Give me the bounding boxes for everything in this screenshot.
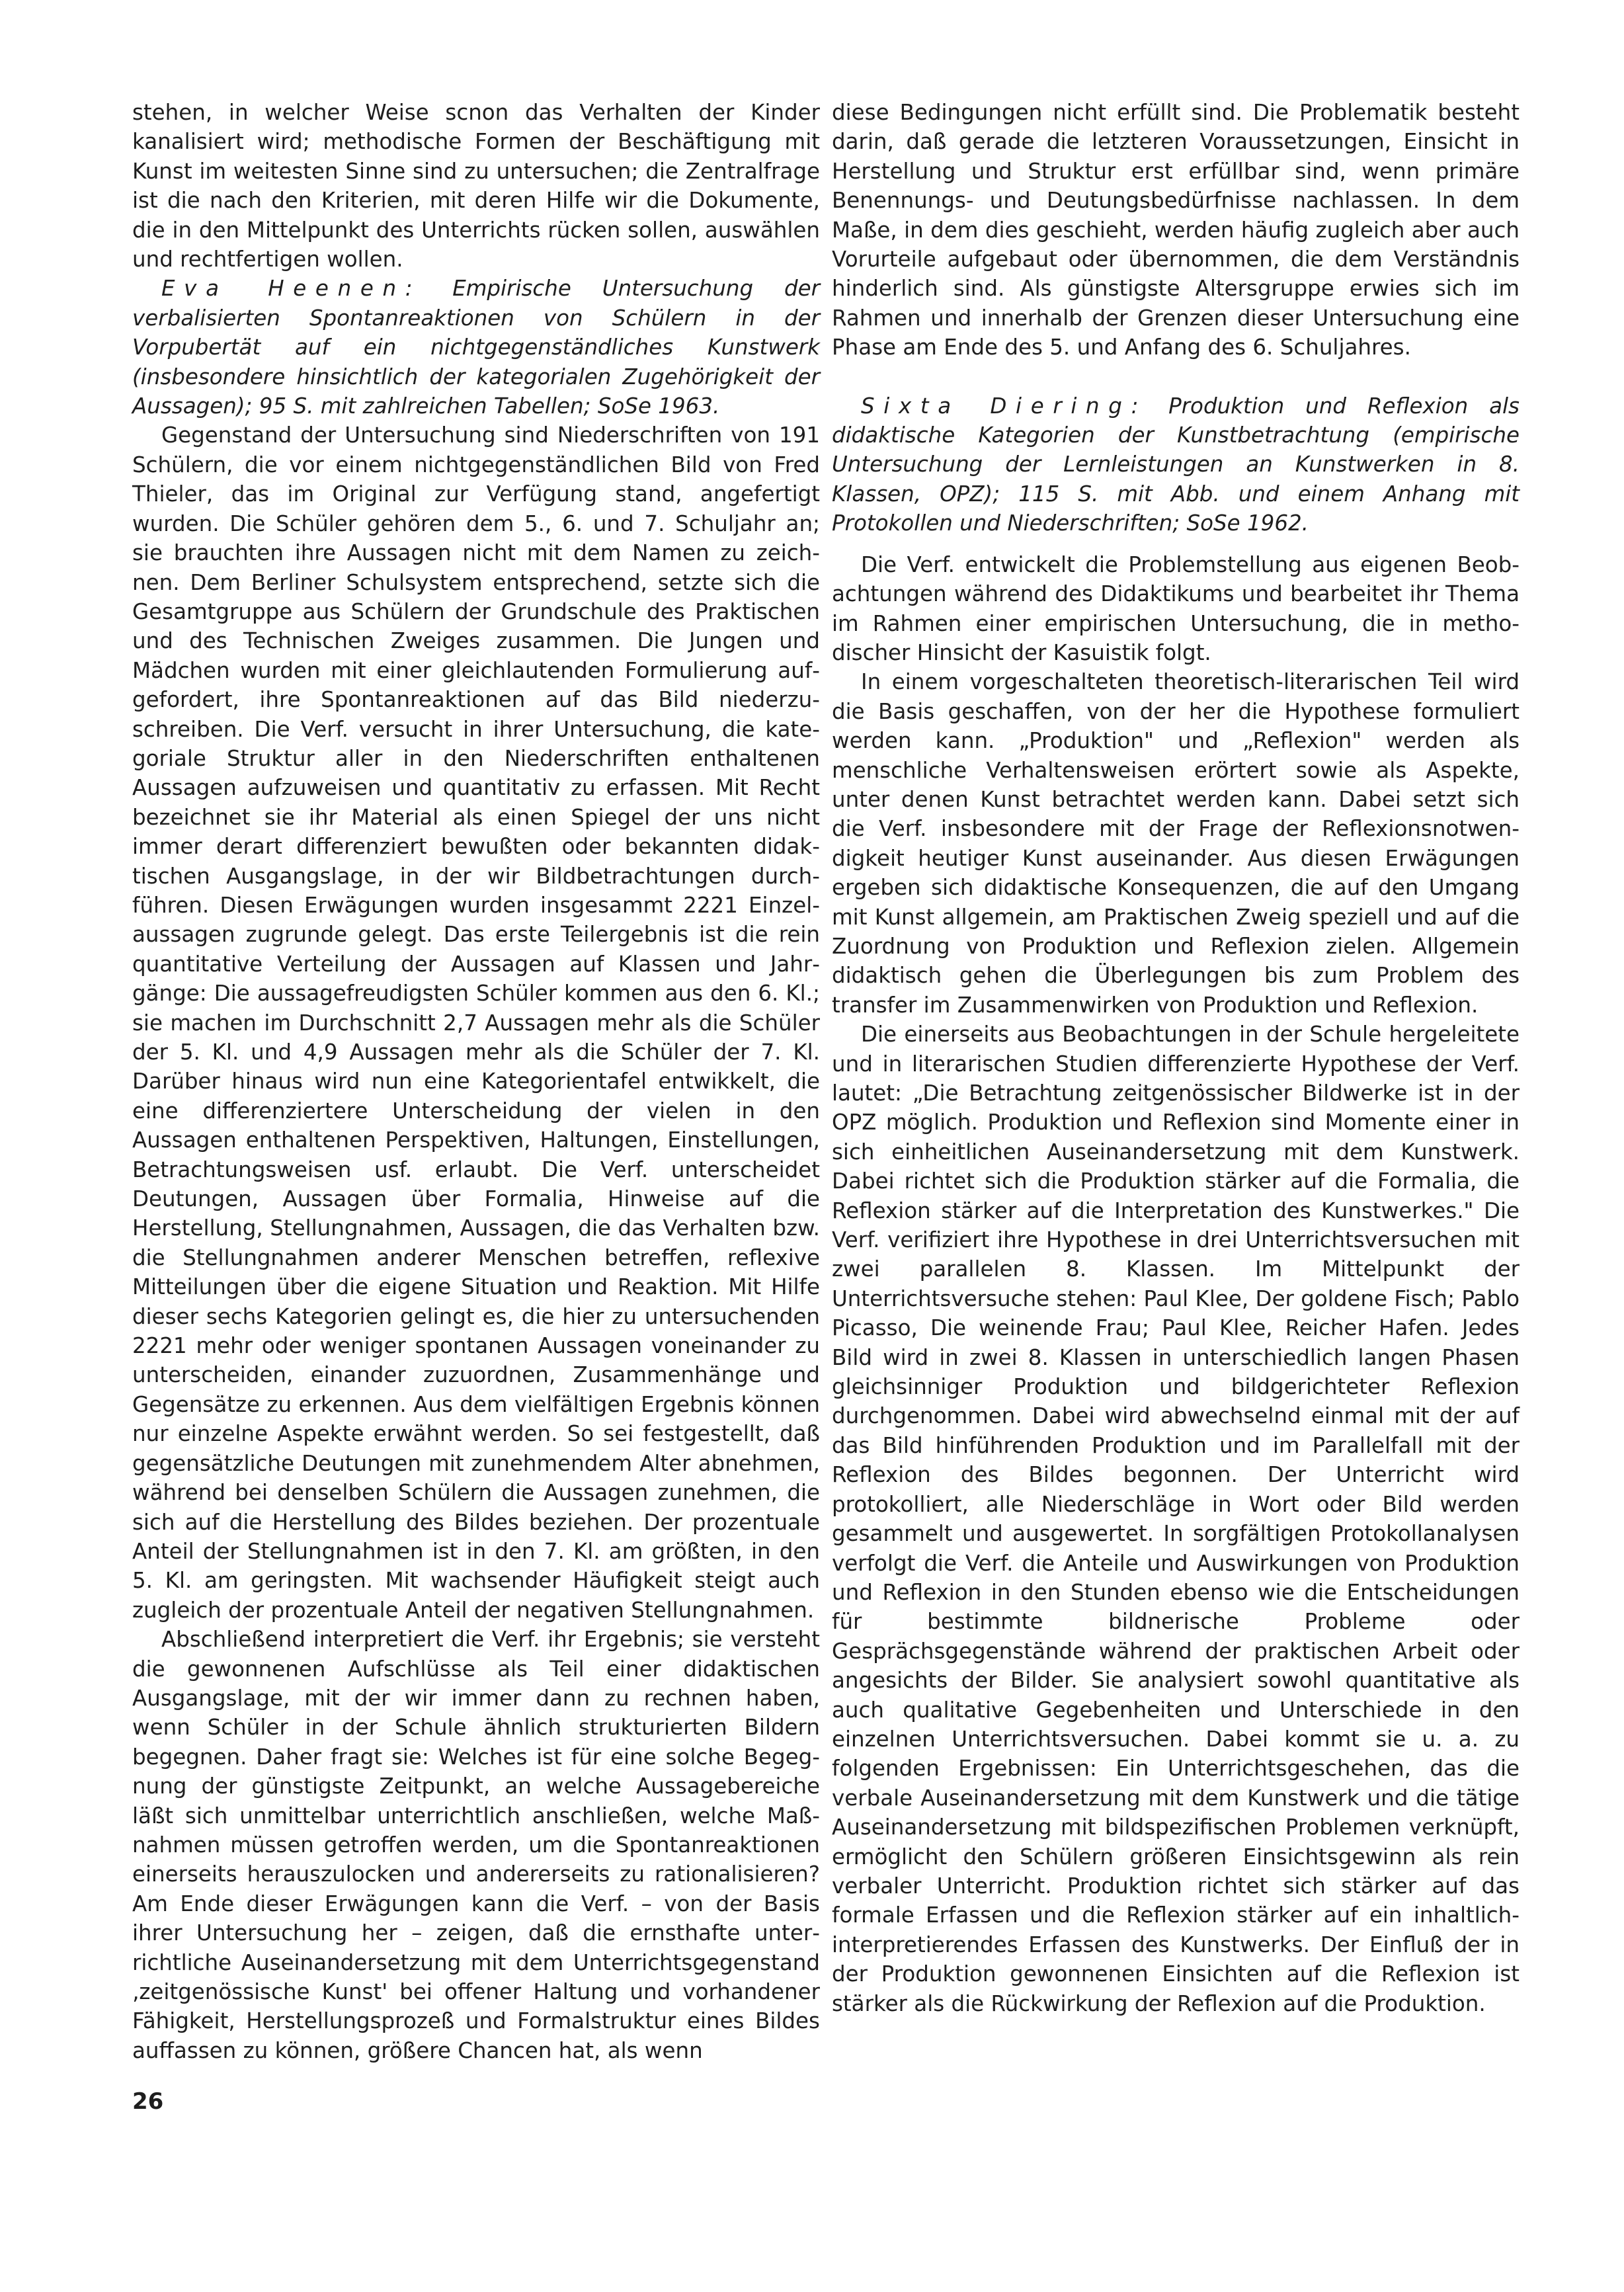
left-column bbox=[132, 98, 820, 2065]
right-column bbox=[832, 98, 1520, 2018]
entry-title: Produktion und Reflexion als didaktische Kategorien der Kunstbetrachtung (empirische Untersuchung der Lernleistungen an Kunstwerken in 8. Klassen, OPZ); 115 S. mit Abb. und einem Anhang mit Protokollen und Niederschriften; SoSe 1962. bbox=[832, 393, 1520, 536]
paragraph: Abschließend interpretiert die Verf. ihr Ergebnis; sie versteht die gewonnenen Aufschlüsse als Teil einer didaktischen Ausgangslage, mit der wir immer dann zu rechnen haben, wenn Schüler in der Schule ähnlich strukturierten Bildern begegnen. Daher fragt sie: Welches ist für eine solche Begegnung der günstigste Zeitpunkt, an welche Aussagebereiche läßt sich unmittelbar unterrichtlich anschließen, welche Maßnahmen müssen getroffen werden, um die Spontanreaktionen einerseits herauszulocken und andererseits zu rationalisieren? Am Ende dieser Erwägungen kann die Verf. – von der Basis ihrer Untersuchung her – zeigen, daß die ernsthafte unterrichtliche Auseinandersetzung mit dem Unterrichtsgegenstand ‚zeitgenössische Kunst' bei offener Haltung und vorhandener Fähigkeit, Herstellungsprozeß und Formalstruktur eines Bildes auffassen zu können, größere Chancen hat, als wenn bbox=[132, 1627, 820, 2063]
author-name: Sixta Diering: bbox=[861, 393, 1148, 419]
paragraph: diese Bedingungen nicht erfüllt sind. Die Problematik besteht darin, daß gerade die letzteren Voraussetzungen, Einsicht in Herstellung und Struktur erst erfüllbar sind, wenn primäre Benennungs- und Deutungsbedürfnisse nachlassen. In dem Maße, in dem dies geschieht, werden häufig zugleich aber auch Vorurteile aufgebaut oder übernommen, die dem Verständnis hinderlich sind. Als günstigste Altersgruppe erwies sich im Rahmen und innerhalb der Grenzen dieser Untersuchung eine Phase am Ende des 5. und Anfang des 6. Schuljahres. bbox=[832, 100, 1520, 360]
paragraph: Gegenstand der Untersuchung sind Niederschriften von 191 Schülern, die vor einem nichtgegenständlichen Bild von Fred Thieler, das im Original zur Verfügung stand, angefertigt wurden. Die Schüler gehören dem 5., 6. und 7. Schuljahr an; sie brauchten ihre Aussagen nicht mit dem Namen zu zeichnen. Dem Berliner Schulsystem entsprechend, setzte sich die Gesamtgruppe aus Schülern der Grundschule des Praktischen und des Technischen Zweiges zusammen. Die Jungen und Mädchen wurden mit einer gleichlautenden Formulierung aufgefordert, ihre Spontanreaktionen auf das Bild niederzuschreiben. Die Verf. versucht in ihrer Untersuchung, die kategoriale Struktur aller in den Niederschriften enthaltenen Aussagen aufzuweisen und quantitativ zu erfassen. Mit Recht bezeichnet sie ihr Material als einen Spiegel der uns nicht immer derart differenziert bewußten oder bekannten didaktischen Ausgangslage, in der wir Bildbetrachtungen durchführen. Diesen Erwägungen wurden insgesammt 2221 Einzelaussagen zugrunde gelegt. Das erste Teilergebnis ist die rein quantitative Verteilung der Aussagen auf Klassen und Jahrgänge: Die aussagefreudigsten Schüler kommen aus den 6. Kl.; sie machen im Durchschnitt 2,7 Aussagen mehr als die Schüler der 5. Kl. und 4,9 Aussagen mehr als die Schüler der 7. Kl. Darüber hinaus wird nun eine Kategorientafel entwikkelt, die eine differenziertere Unterscheidung der vielen in den Aussagen enthaltenen Perspektiven, Haltungen, Einstellungen, Betrachtungsweisen usf. erlaubt. Die Verf. unterscheidet Deutungen, Aussagen über Formalia, Hinweise auf die Herstellung, Stellungnahmen, Aussagen, die das Verhalten bzw. die Stellungnahmen anderer Menschen betreffen, reflexive Mitteilungen über die eigene Situation und Reaktion. Mit Hilfe dieser sechs Kategorien gelingt es, die hier zu untersuchenden 2221 mehr oder weniger spontanen Aussagen voneinander zu unterscheiden, einander zuzuordnen, Zusammenhänge und Gegensätze zu erkennen. Aus dem vielfältigen Ergebnis können nur einzelne Aspekte erwähnt werden. So sei festgestellt, daß gegensätzliche Deutungen mit zunehmendem Alter abnehmen, während bei denselben Schülern die Aussagen zunehmen, die sich auf die Herstellung des Bildes beziehen. Der prozentuale Anteil der Stellungnahmen ist in den 7. Kl. am größten, in den 5. Kl. am geringsten. Mit wachsender Häufigkeit steigt auch zugleich der prozentuale Anteil der negativen Stellungnahmen. bbox=[132, 423, 820, 1623]
paragraph: In einem vorgeschalteten theoretisch-literarischen Teil wird die Basis geschaffen, von der her die Hypothese formuliert werden kann. „Produktion" und „Reflexion" werden als menschliche Verhaltensweisen erörtert sowie als Aspekte, unter denen Kunst betrachtet werden kann. Dabei setzt sich die Verf. insbesondere mit der Frage der Reflexionsnotwendigkeit heutiger Kunst auseinander. Aus diesen Erwägungen ergeben sich didaktische Konsequenzen, die auf den Umgang mit Kunst allgemein, am Praktischen Zweig speziell und auf die Zuordnung von Produktion und Reflexion zielen. Allgemein didaktisch gehen die Überlegungen bis zum Problem des transfer im Zusammenwirken von Produktion und Reflexion. bbox=[832, 669, 1520, 1018]
author-name: Eva Heenen: bbox=[161, 276, 422, 302]
paragraph: stehen, in welcher Weise scnon das Verhalten der Kinder kanalisiert wird; methodische Formen der Beschäftigung mit Kunst im weitesten Sinne sind zu untersuchen; die Zentralfrage ist die nach den Kriterien, mit deren Hilfe wir die Dokumente, die in den Mittelpunkt des Unterrichts rücken sollen, auswählen und rechtfertigen wollen. bbox=[132, 100, 820, 272]
bibliographic-entry-diering bbox=[832, 391, 1520, 538]
paragraph: Die Verf. entwickelt die Problemstellung aus eigenen Beobachtungen während des Didaktikums und bearbeitet ihr Thema im Rahmen einer empirischen Untersuchung, die in methodischer Hinsicht der Kasuistik folgt. bbox=[832, 552, 1520, 665]
entry-title: Empirische Untersuchung der verbalisierten Spontanreaktionen von Schülern in der Vorpubertät auf ein nichtgegenständliches Kunstwerk (insbesondere hinsichtlich der kategorialen Zugehörigkeit der Aussagen); 95 S. mit zahlreichen Tabellen; SoSe 1963. bbox=[132, 276, 820, 419]
page-number: 26 bbox=[132, 2088, 164, 2115]
bibliographic-entry-heenen bbox=[132, 274, 820, 421]
paragraph: Die einerseits aus Beobachtungen in der Schule hergeleitete und in literarischen Studien differenzierte Hypothese der Verf. lautet: „Die Betrachtung zeitgenössischer Bildwerke ist in der OPZ möglich. Produktion und Reflexion sind Momente einer in sich einheitlichen Auseinandersetzung mit dem Kunstwerk. Dabei richtet sich die Produktion stärker auf die Formalia, die Reflexion stärker auf die Interpretation des Kunstwerkes." Die Verf. verifiziert ihre Hypothese in drei Unterrichtsversuchen mit zwei parallelen 8. Klassen. Im Mittelpunkt der Unterrichtsversuche stehen: Paul Klee, Der goldene Fisch; Pablo Picasso, Die weinende Frau; Paul Klee, Reicher Hafen. Jedes Bild wird in zwei 8. Klassen in unterschiedlich langen Phasen gleichsinniger Produktion und bildgerichteter Reflexion durchgenommen. Dabei wird abwechselnd einmal mit der auf das Bild hinführenden Produktion und im Parallelfall mit der Reflexion des Bildes begonnen. Der Unterricht wird protokolliert, alle Niederschläge in Wort oder Bild werden gesammelt und ausgewertet. In sorgfältigen Protokollanalysen verfolgt die Verf. die Anteile und Auswirkungen von Produktion und Reflexion in den Stunden ebenso wie die Entscheidungen für bestimmte bildnerische Probleme oder Gesprächsgegenstände während der praktischen Arbeit oder angesichts der Bilder. Sie analysiert sowohl quantitative als auch qualitative Gegebenheiten und Unterschiede in den einzelnen Unterrichtsversuchen. Dabei kommt sie u. a. zu folgenden Ergebnissen: Ein Unterrichtsgeschehen, das die verbale Auseinandersetzung mit dem Kunstwerk und die tätige Auseinandersetzung mit bildspezifischen Problemen verknüpft, ermöglicht den Schülern größeren Einsichtsgewinn als rein verbaler Unterricht. Produktion richtet sich stärker auf das formale Erfassen und die Reflexion stärker auf ein inhaltlich-interpretierendes Erfassen des Kunstwerks. Der Einfluß der in der Produktion gewonnenen Einsichten auf die Reflexion ist stärker als die Rückwirkung der Reflexion auf die Produktion. bbox=[832, 1022, 1520, 2016]
